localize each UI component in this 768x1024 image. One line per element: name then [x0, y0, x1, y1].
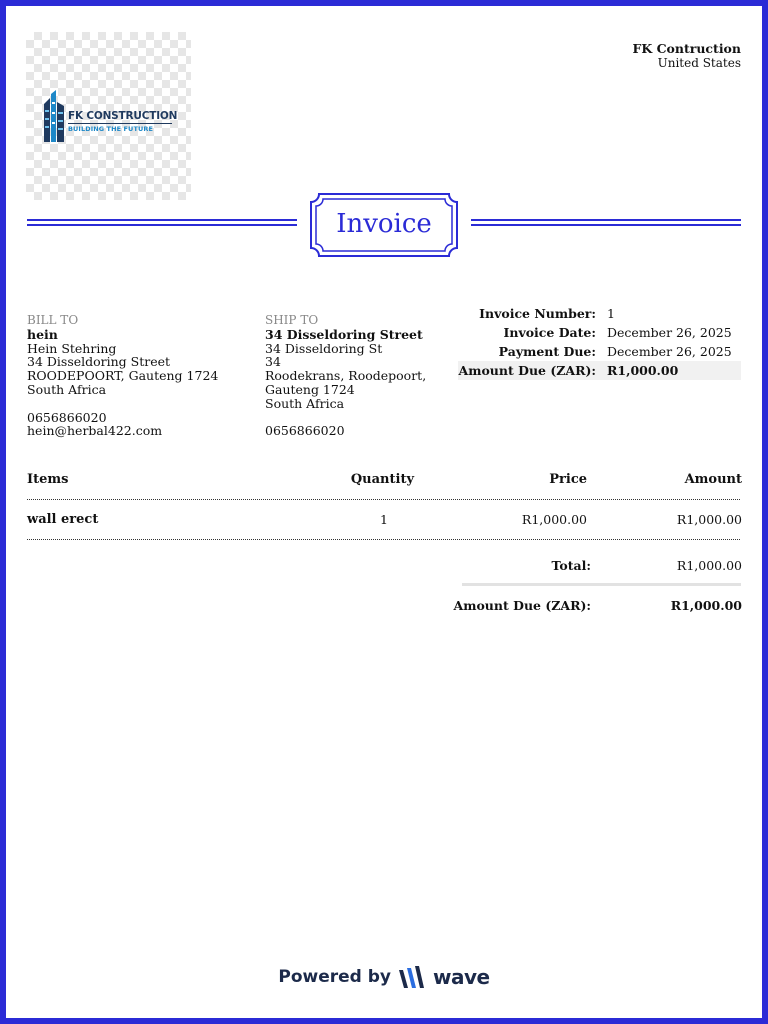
- table-divider-bottom: [27, 539, 740, 540]
- bill-to-country: South Africa: [27, 381, 107, 397]
- row-quantity: 1: [380, 512, 388, 527]
- ship-to-label: SHIP TO: [265, 313, 319, 327]
- total-row: [462, 558, 742, 576]
- bill-to-block: [27, 314, 247, 438]
- row-item: wall erect: [27, 512, 99, 527]
- table-row: [27, 512, 742, 530]
- bill-to-email: hein@herbal422.com: [27, 423, 163, 439]
- table-divider-top: [27, 499, 740, 500]
- company-info: [633, 42, 741, 70]
- ship-to-phone: 0656866020: [265, 423, 345, 439]
- bill-to-city: ROODEPOORT, Gauteng 1724: [27, 368, 219, 384]
- powered-by-text: Powered by: [278, 967, 392, 987]
- title-rule-left: [27, 219, 297, 229]
- company-name: FK Contruction: [632, 41, 741, 56]
- ship-to-line2: 34: [265, 354, 281, 370]
- invoice-date-label: Invoice Date:: [503, 325, 596, 340]
- title-rule-right: [471, 219, 741, 229]
- amount-due-label: Amount Due (ZAR):: [458, 363, 596, 378]
- bill-to-label: BILL TO: [27, 313, 79, 327]
- bill-to-phone: 0656866020: [27, 409, 107, 425]
- ship-to-line5: South Africa: [265, 395, 345, 411]
- ship-to-name: 34 Disseldoring Street: [265, 326, 423, 342]
- total-label: Total:: [551, 558, 591, 573]
- totals-divider: [462, 583, 741, 586]
- payment-due-value: December 26, 2025: [607, 344, 732, 359]
- company-logo: [26, 32, 191, 200]
- invoice-number-value: 1: [607, 306, 615, 321]
- final-amount-due-value: R1,000.00: [670, 598, 742, 613]
- ship-to-line4: Gauteng 1724: [265, 381, 355, 397]
- header-amount: Amount: [684, 472, 742, 487]
- invoice-date-row: [458, 323, 741, 342]
- powered-by-footer[interactable]: [0, 962, 768, 992]
- header-quantity: Quantity: [350, 472, 414, 487]
- wave-brand: wave: [433, 965, 490, 989]
- ship-to-line1: 34 Disseldoring St: [265, 340, 383, 356]
- company-country: United States: [657, 56, 741, 70]
- payment-due-label: Payment Due:: [498, 344, 596, 359]
- total-value: R1,000.00: [676, 558, 742, 573]
- invoice-number-row: [458, 304, 741, 323]
- invoice-number-label: Invoice Number:: [479, 306, 596, 321]
- bill-to-street: 34 Disseldoring Street: [27, 354, 171, 370]
- items-table-header: [27, 472, 742, 490]
- final-amount-due-label: Amount Due (ZAR):: [453, 598, 591, 613]
- ship-to-block: [265, 314, 445, 438]
- bill-to-name: hein: [27, 326, 58, 342]
- final-amount-due-row: [453, 598, 742, 616]
- ship-to-line3: Roodekrans, Roodepoort,: [265, 368, 427, 384]
- amount-due-value: R1,000.00: [607, 363, 679, 378]
- logo-divider: [68, 123, 172, 124]
- invoice-date-value: December 26, 2025: [607, 325, 732, 340]
- building-logo-icon: [42, 90, 66, 142]
- bill-to-contact: Hein Stehring: [27, 340, 117, 356]
- row-amount: R1,000.00: [676, 512, 742, 527]
- document-title: Invoice: [336, 209, 432, 239]
- header-items: Items: [27, 472, 69, 487]
- amount-due-row: [458, 361, 741, 380]
- row-price: R1,000.00: [521, 512, 587, 527]
- logo-tagline: BUILDING THE FUTURE: [68, 125, 153, 133]
- payment-due-row: [458, 342, 741, 361]
- logo-name: FK CONSTRUCTION: [68, 110, 178, 122]
- invoice-meta: [458, 304, 741, 380]
- header-price: Price: [549, 472, 587, 487]
- wave-logo-icon: [397, 964, 427, 990]
